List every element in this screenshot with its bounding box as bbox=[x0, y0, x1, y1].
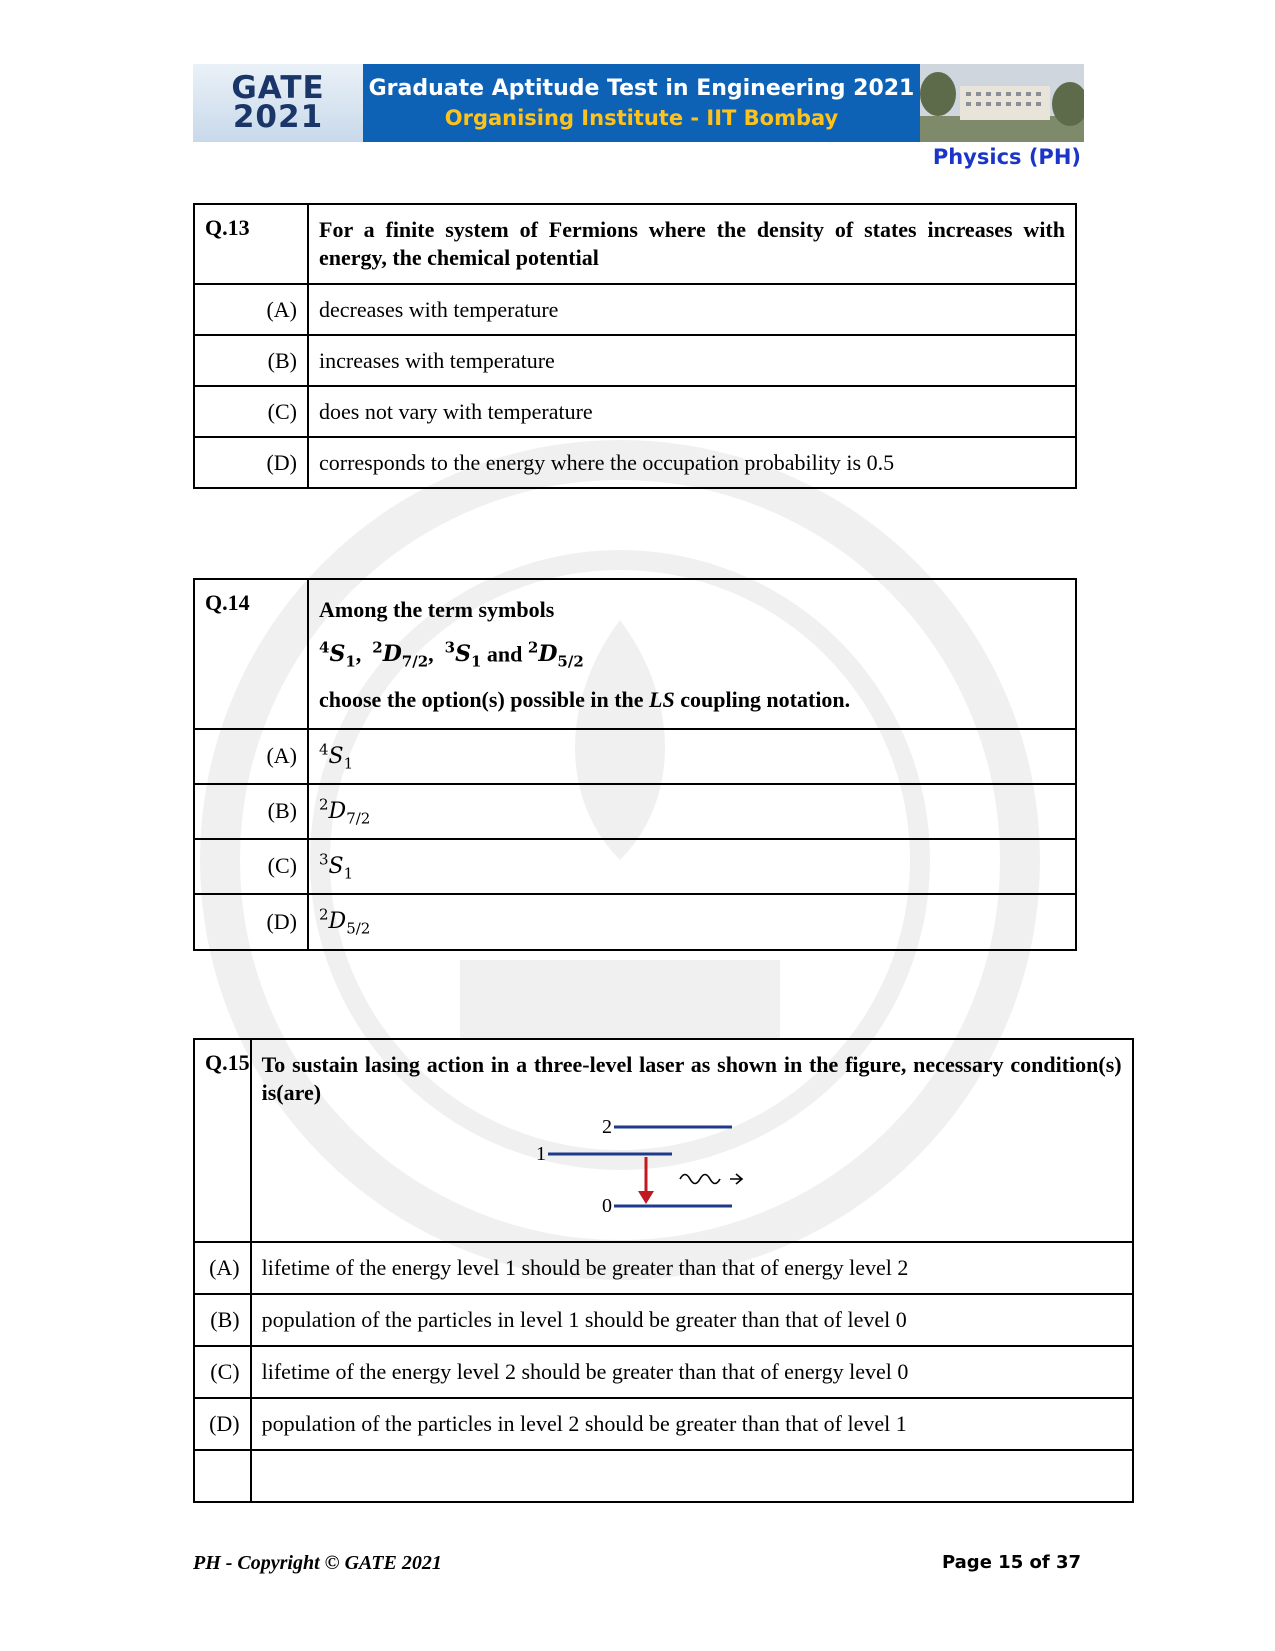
option-text: population of the particles in level 2 should be greater than that of level 1 bbox=[251, 1398, 1133, 1450]
option-row-b[interactable] bbox=[194, 335, 1076, 386]
option-text: $^2D_{7/2}$ bbox=[308, 784, 1076, 839]
banner-title: Graduate Aptitude Test in Engineering 2021 bbox=[368, 76, 915, 101]
footer-page-number: Page 15 of 37 bbox=[941, 1552, 1081, 1573]
question-row bbox=[194, 204, 1076, 284]
option-text: lifetime of the energy level 1 should be greater than that of energy level 2 bbox=[251, 1242, 1133, 1294]
option-key: (B) bbox=[194, 335, 308, 386]
empty-cell bbox=[251, 1450, 1133, 1502]
question-15-table bbox=[193, 1038, 1134, 1503]
header-banner bbox=[193, 64, 1084, 142]
question-13-table bbox=[193, 203, 1077, 489]
photon-arrow-icon bbox=[730, 1174, 742, 1184]
stem-line-3: choose the option(s) possible in the LS coupling notation. bbox=[319, 686, 851, 712]
banner-text-block bbox=[363, 64, 920, 142]
building-photo-graphic bbox=[920, 64, 1084, 142]
question-stem bbox=[308, 579, 1076, 729]
question-row bbox=[194, 1039, 1133, 1242]
option-text: does not vary with temperature bbox=[308, 386, 1076, 437]
option-row-b[interactable] bbox=[194, 1294, 1133, 1346]
option-row-b[interactable] bbox=[194, 784, 1076, 839]
three-level-laser-diagram bbox=[262, 1107, 1122, 1232]
option-text: population of the particles in level 1 should be greater than that of level 0 bbox=[251, 1294, 1133, 1346]
option-row-a[interactable] bbox=[194, 1242, 1133, 1294]
question-number: Q.15 bbox=[194, 1039, 251, 1242]
term-symbol: $^2D_{5/2}$ bbox=[527, 639, 584, 671]
option-key: (C) bbox=[194, 839, 308, 894]
stem-text: To sustain lasing action in a three-level laser as shown in the figure, necessary condition(s) is(are) bbox=[261, 1052, 1122, 1105]
question-stem bbox=[251, 1039, 1133, 1242]
level-label-0: 0 bbox=[601, 1195, 612, 1217]
option-key: (C) bbox=[194, 386, 308, 437]
option-text: corresponds to the energy where the occupation probability is 0.5 bbox=[308, 437, 1076, 488]
option-text: decreases with temperature bbox=[308, 284, 1076, 335]
term-symbol: $^3S_1$ bbox=[444, 639, 482, 671]
option-row-c[interactable] bbox=[194, 839, 1076, 894]
question-number: Q.13 bbox=[194, 204, 308, 284]
option-row-d[interactable] bbox=[194, 894, 1076, 950]
option-key: (C) bbox=[194, 1346, 251, 1398]
ls-notation: LS bbox=[649, 686, 675, 712]
option-text: lifetime of the energy level 2 should be greater than that of energy level 0 bbox=[251, 1346, 1133, 1398]
option-key: (A) bbox=[194, 729, 308, 784]
option-text: $^2D_{5/2}$ bbox=[308, 894, 1076, 950]
option-key: (B) bbox=[194, 1294, 251, 1346]
banner-subtitle: Organising Institute - IIT Bombay bbox=[444, 106, 839, 130]
subject-label: Physics (PH) bbox=[932, 145, 1081, 169]
option-row-a[interactable] bbox=[194, 284, 1076, 335]
stem-term-list: $^4S_1$, $^2D_{7/2}$, $^3S_1$ and $^2D_{5/2}$ bbox=[319, 639, 584, 671]
option-key: (D) bbox=[194, 437, 308, 488]
term-symbol: $^2D_{7/2}$ bbox=[372, 639, 429, 671]
stem-and: and bbox=[486, 641, 523, 667]
option-text: increases with temperature bbox=[308, 335, 1076, 386]
option-text: $^3S_1$ bbox=[308, 839, 1076, 894]
gate-logo bbox=[193, 64, 363, 142]
transition-arrow-head bbox=[638, 1191, 654, 1204]
option-key: (A) bbox=[194, 284, 308, 335]
term-symbol: $^4S_1$ bbox=[319, 639, 356, 671]
institute-photo bbox=[920, 64, 1084, 142]
photon-wave-icon bbox=[680, 1175, 720, 1184]
option-key: (D) bbox=[194, 1398, 251, 1450]
question-stem: For a finite system of Fermions where the density of states increases with energy, the chemical potential bbox=[308, 204, 1076, 284]
level-label-2: 2 bbox=[601, 1116, 612, 1138]
stem-line-1: Among the term symbols bbox=[319, 597, 555, 622]
option-key: (B) bbox=[194, 784, 308, 839]
option-row-d[interactable] bbox=[194, 1398, 1133, 1450]
question-14-table bbox=[193, 578, 1077, 951]
option-row-c[interactable] bbox=[194, 386, 1076, 437]
option-text: $^4S_1$ bbox=[308, 729, 1076, 784]
footer-copyright: PH - Copyright © GATE 2021 bbox=[193, 1552, 442, 1574]
option-row-d[interactable] bbox=[194, 437, 1076, 488]
question-row bbox=[194, 579, 1076, 729]
option-key: (A) bbox=[194, 1242, 251, 1294]
option-row-c[interactable] bbox=[194, 1346, 1133, 1398]
level-label-1: 1 bbox=[535, 1143, 546, 1165]
empty-cell bbox=[194, 1450, 251, 1502]
question-number: Q.14 bbox=[194, 579, 308, 729]
empty-row bbox=[194, 1450, 1133, 1502]
logo-line1: GATE bbox=[231, 69, 325, 106]
option-key: (D) bbox=[194, 894, 308, 950]
logo-line2: 2021 bbox=[232, 99, 324, 135]
option-row-a[interactable] bbox=[194, 729, 1076, 784]
